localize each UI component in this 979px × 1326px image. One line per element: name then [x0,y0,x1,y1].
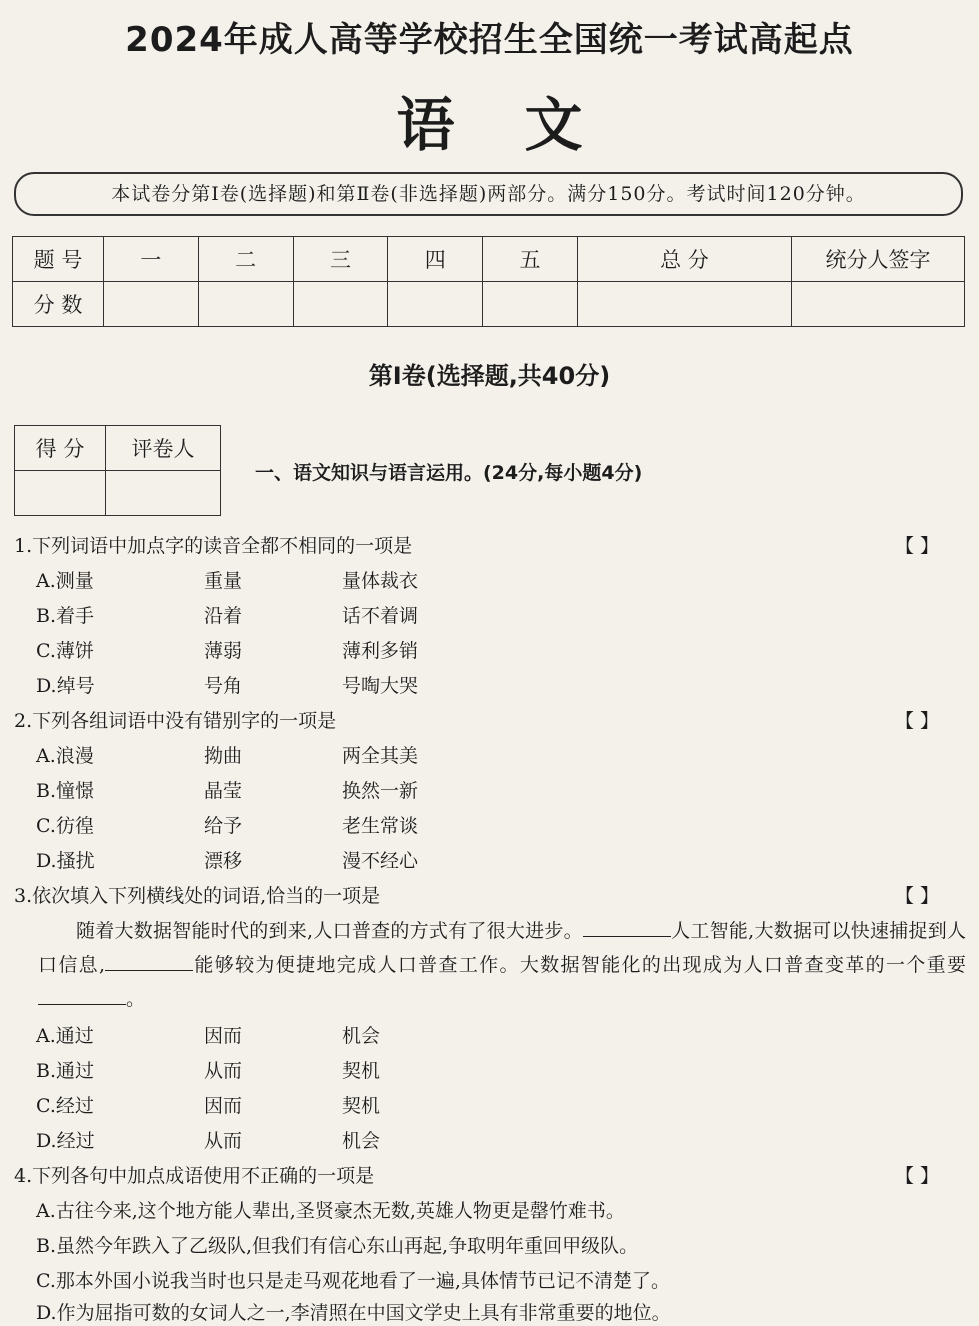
grader-header-score: 得 分 [15,426,106,471]
option-word: C.经过 [36,1095,94,1117]
q3-option-d[interactable] [36,1128,381,1154]
subject-title: 语文 [396,91,653,159]
option-word: 沿着 [204,605,243,627]
score-table-header-row [13,237,965,282]
option-word: C.薄饼 [36,640,94,662]
option-word: D.搔扰 [36,850,95,872]
option-word: D.经过 [36,1130,95,1152]
option-word: B.憧憬 [36,780,95,802]
option-word: A.测量 [36,570,94,592]
option-word: C.彷徨 [36,815,94,837]
score-cell[interactable] [577,282,791,327]
score-header-cell: 五 [483,237,578,282]
option-word: 契机 [342,1095,381,1117]
grader-table [14,425,221,516]
q3-option-a[interactable] [36,1023,381,1049]
q2-stem: 2.下列各组词语中没有错别字的一项是 [14,710,337,732]
q3-option-c[interactable] [36,1093,381,1119]
q3-answer-bracket[interactable]: 【 】 [895,885,940,907]
q1-option-b[interactable] [36,603,419,629]
part1-title: 第Ⅰ卷(选择题,共40分) [368,362,611,390]
score-header-cell: 一 [104,237,199,282]
score-header-cell: 三 [293,237,388,282]
q3-stem: 3.依次填入下列横线处的词语,恰当的一项是 [14,885,381,907]
option-word: 漂移 [204,850,243,872]
q3-blank-1[interactable] [583,918,671,937]
option-word: 薄利多销 [342,640,419,662]
option-word: 给予 [204,815,243,837]
grader-score-cell[interactable] [15,471,106,516]
option-word: 机会 [342,1025,381,1047]
q4-option-a[interactable]: A.古往今来,这个地方能人辈出,圣贤豪杰无数,英雄人物更是罄竹难书。 [36,1200,625,1222]
q2-option-b[interactable] [36,778,419,804]
q3-passage-text: 人工智能,大数据可以快速捕捉到人口信息, [38,920,966,976]
q1-option-a[interactable] [36,568,419,594]
option-word: 薄弱 [204,640,243,662]
option-word: 漫不经心 [342,850,419,872]
option-word: 从而 [204,1130,243,1152]
option-word: 号角 [204,675,243,697]
q4-option-d[interactable]: D.作为屈指可数的女词人之一,李清照在中国文学史上具有非常重要的地位。 [36,1302,671,1324]
option-word: 机会 [342,1130,381,1152]
q1-stem: 1.下列词语中加点字的读音全都不相同的一项是 [14,535,413,557]
q3-passage-text: 。 [126,988,146,1010]
score-header-cell: 四 [388,237,483,282]
score-row-label: 分 数 [13,282,104,327]
option-word: 从而 [204,1060,243,1082]
option-word: 号啕大哭 [342,675,419,697]
exam-notice: 本试卷分第Ⅰ卷(选择题)和第Ⅱ卷(非选择题)两部分。满分150分。考试时间120分钟。 [14,172,963,216]
q3-blank-3[interactable] [38,986,126,1005]
score-cell[interactable] [198,282,293,327]
score-cell[interactable] [388,282,483,327]
option-word: 两全其美 [342,745,419,767]
option-word: 因而 [204,1095,243,1117]
q1-option-c[interactable] [36,638,419,664]
q4-stem: 4.下列各句中加点成语使用不正确的一项是 [14,1165,375,1187]
score-cell[interactable] [293,282,388,327]
option-word: 老生常谈 [342,815,419,837]
score-cell[interactable] [792,282,965,327]
score-header-cell: 总 分 [577,237,791,282]
score-cell[interactable] [104,282,199,327]
option-word: A.浪漫 [36,745,94,767]
q2-answer-bracket[interactable]: 【 】 [895,710,940,732]
q4-answer-bracket[interactable]: 【 】 [895,1165,940,1187]
option-word: 话不着调 [342,605,419,627]
q3-passage-text: 随着大数据智能时代的到来,人口普查的方式有了很大进步。 [76,920,583,942]
score-table-value-row [13,282,965,327]
score-header-cell: 二 [198,237,293,282]
grader-name-cell[interactable] [106,471,221,516]
option-word: 重量 [204,570,243,592]
q4-option-b[interactable]: B.虽然今年跌入了乙级队,但我们有信心东山再起,争取明年重回甲级队。 [36,1235,639,1257]
option-word: A.通过 [36,1025,94,1047]
q3-passage [38,914,966,1016]
exam-title: 2024年成人高等学校招生全国统一考试高起点 [125,20,854,60]
score-cell[interactable] [483,282,578,327]
option-word: B.着手 [36,605,95,627]
q4-option-c[interactable]: C.那本外国小说我当时也只是走马观花地看了一遍,具体情节已记不清楚了。 [36,1270,670,1292]
q2-option-c[interactable] [36,813,419,839]
section1-title: 一、语文知识与语言运用。(24分,每小题4分) [255,462,643,484]
option-word: 拗曲 [204,745,243,767]
q2-option-a[interactable] [36,743,419,769]
option-word: 换然一新 [342,780,419,802]
option-word: 契机 [342,1060,381,1082]
q1-option-d[interactable] [36,673,419,699]
option-word: D.绰号 [36,675,95,697]
score-header-cell: 统分人签字 [792,237,965,282]
score-header-cell: 题 号 [13,237,104,282]
option-word: 晶莹 [204,780,243,802]
q1-answer-bracket[interactable]: 【 】 [895,535,940,557]
score-table [12,236,965,327]
grader-header-name: 评卷人 [106,426,221,471]
q3-option-b[interactable] [36,1058,381,1084]
q2-option-d[interactable] [36,848,419,874]
q3-blank-2[interactable] [105,952,193,971]
option-word: B.通过 [36,1060,95,1082]
q3-passage-text: 能够较为便捷地完成人口普查工作。大数据智能化的出现成为人口普查变革的一个重要 [193,954,966,976]
option-word: 量体裁衣 [342,570,419,592]
option-word: 因而 [204,1025,243,1047]
